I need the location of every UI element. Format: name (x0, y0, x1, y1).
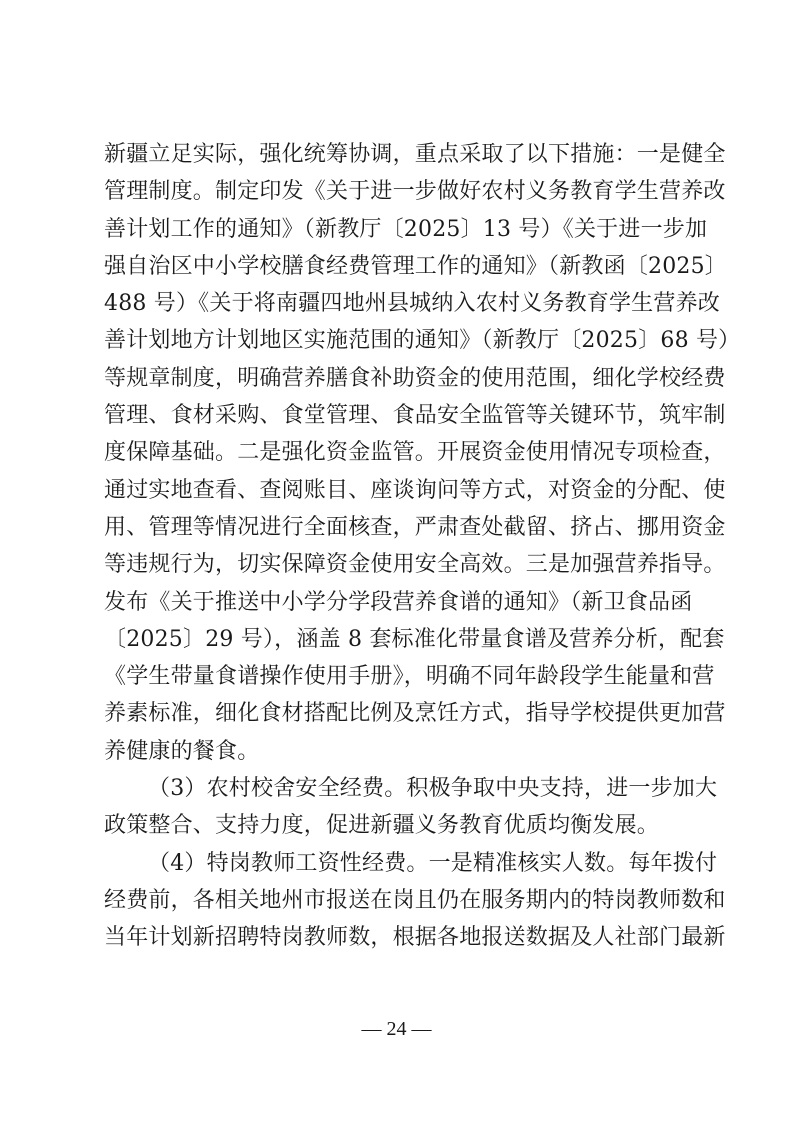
paragraph-3 (104, 845, 726, 957)
text-line: 488 号）《关于将南疆四地州县城纳入农村义务教育学生营养改 (104, 291, 720, 317)
text-line: 经费前，各相关地州市报送在岗且仍在服务期内的特岗教师数和 (104, 887, 726, 913)
text-line: 管理制度。制定印发《关于进一步做好农村义务教育学生营养改 (104, 179, 726, 205)
text-line: 《学生带量食谱操作使用手册》，明确不同年龄段学生能量和营 (104, 664, 715, 690)
text-line: 度保障基础。二是强化资金监管。开展资金使用情况专项检查， (104, 440, 726, 466)
text-line: 发布《关于推送中小学分学段营养食谱的通知》（新卫食品函 (104, 589, 693, 615)
text-line: 政策整合、支持力度，促进新疆义务教育优质均衡发展。 (104, 813, 660, 839)
text-line: 强自治区中小学校膳食经费管理工作的通知》（新教函〔2025〕 (104, 253, 727, 279)
paragraph-1 (104, 136, 741, 770)
body-text (104, 136, 741, 957)
page-number: — 24 — (361, 1018, 432, 1040)
text-line: 新疆立足实际，强化统筹协调，重点采取了以下措施：一是健全 (104, 142, 726, 167)
text-line: 用、管理等情况进行全面核查，严肃查处截留、挤占、挪用资金 (104, 514, 726, 540)
text-line: 等规章制度，明确营养膳食补助资金的使用范围，细化学校经费 (104, 365, 726, 391)
text-line: 管理、食材采购、食堂管理、食品安全监管等关键环节，筑牢制 (104, 403, 726, 429)
text-line: 当年计划新招聘特岗教师数，根据各地报送数据及人社部门最新 (104, 925, 726, 951)
text-line: （4）特岗教师工资性经费。一是精准核实人数。每年拨付 (148, 850, 718, 876)
text-line: 养素标准，细化食材搭配比例及烹饪方式，指导学校提供更加营 (104, 701, 726, 727)
text-line: 通过实地查看、查阅账目、座谈询问等方式，对资金的分配、使 (104, 477, 726, 503)
text-line: 善计划地方计划地区实施范围的通知》（新教厅〔2025〕68 号） (104, 328, 741, 354)
text-line: 〔2025〕29 号），涵盖 8 套标准化带量食谱及营养分析，配套 (104, 626, 725, 652)
text-line: （3）农村校舍安全经费。积极争取中央支持，进一步加大 (148, 776, 718, 802)
text-line: 等违规行为，切实保障资金使用安全高效。三是加强营养指导。 (104, 552, 726, 578)
text-line: 养健康的餐食。 (104, 738, 260, 764)
paragraph-2 (104, 770, 718, 845)
text-line: 善计划工作的通知》（新教厅〔2025〕13 号）《关于进一步加 (104, 216, 708, 242)
